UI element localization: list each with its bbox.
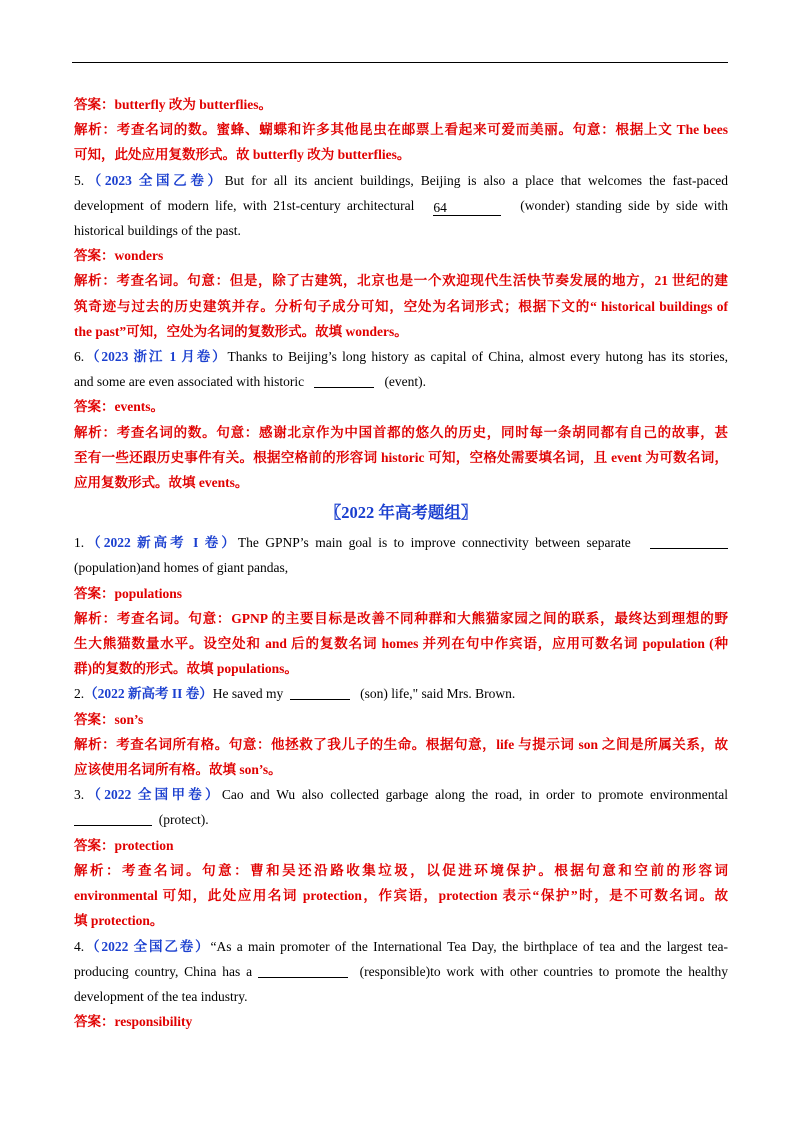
analysis-line: 解析：考查名词。句意：曹和吴还沿路收集垃圾，以促进环境保护。根据句意和空前的形容词 bbox=[74, 862, 728, 878]
analysis-line: 群)的复数的形式。故填 populations。 bbox=[74, 661, 298, 677]
question-text: He saved my bbox=[212, 686, 284, 702]
question-number: 4. bbox=[74, 938, 85, 954]
answer-blank[interactable] bbox=[74, 811, 152, 826]
question-text: and some are even associated with historic bbox=[74, 374, 305, 390]
question-text: (wonder) standing side by side with bbox=[520, 197, 729, 213]
analysis-line: 解析：考查名词。句意：但是，除了古建筑，北京也是一个欢迎现代生活快节奏发展的地方，21 世纪的建 bbox=[74, 273, 728, 289]
question-number: 6. bbox=[74, 349, 85, 365]
question-text: Cao and Wu also collected garbage along the road, in order to promote environmental bbox=[221, 787, 728, 803]
analysis-line: 解析：考查名词所有格。句意：他拯救了我儿子的生命。根据句意，life 与提示词 son 之间是所属关系，故 bbox=[74, 736, 728, 752]
analysis-line: 筑奇迹与过去的历史建筑并存。分析句子成分可知，空处为名词形式；根据下文的“ historical buildings of bbox=[74, 298, 728, 314]
question-number: 5. bbox=[74, 172, 85, 188]
question-number: 3. bbox=[74, 787, 85, 803]
analysis-line: 解析：考查名词的数。句意：感谢北京作为中国首都的悠久的历史，同时每一条胡同都有自己的故事，甚 bbox=[74, 424, 728, 440]
question-line bbox=[74, 959, 728, 984]
analysis-line: 解析：考查名词。句意：GPNP 的主要目标是改善不同种群和大熊猫家园之间的联系，最终达到理想的野 bbox=[74, 610, 728, 626]
question-number: 2. bbox=[74, 686, 85, 702]
question-source: （2022 新高考 I 卷） bbox=[84, 535, 238, 551]
question-2 bbox=[74, 681, 728, 706]
question-text: The GPNP’s main goal is to improve connectivity between separate bbox=[237, 535, 631, 551]
question-1 bbox=[74, 530, 728, 555]
answer-line: 答案：wonders bbox=[74, 248, 164, 264]
question-text: development of modern life, with 21st-century architectural bbox=[74, 197, 415, 213]
question-line: historical buildings of the past. bbox=[74, 223, 241, 239]
question-text: (protect). bbox=[158, 812, 209, 828]
answer-line: 答案：son’s bbox=[74, 711, 144, 727]
answer-blank[interactable] bbox=[314, 373, 374, 388]
question-line: (population)and homes of giant pandas, bbox=[74, 560, 289, 576]
question-line bbox=[74, 807, 728, 832]
analysis-line: 应用复数形式。故填 events。 bbox=[74, 475, 249, 491]
question-line bbox=[74, 193, 728, 218]
analysis-line: 可知，此处应用复数形式。故 butterfly 改为 butterflies。 bbox=[74, 147, 411, 163]
answer-line: 答案：populations bbox=[74, 585, 183, 601]
analysis-line: 应该使用名词所有格。故填 son’s。 bbox=[74, 762, 282, 778]
question-text: But for all its ancient buildings, Beijing is also a place that welcomes the fast-paced bbox=[224, 172, 728, 188]
question-5 bbox=[74, 168, 728, 193]
answer-blank[interactable] bbox=[290, 685, 350, 700]
question-text: (son) life," said Mrs. Brown. bbox=[360, 686, 516, 702]
question-source: （2022 新高考 II 卷） bbox=[84, 686, 213, 702]
document-body bbox=[74, 92, 728, 1034]
question-text: (event). bbox=[384, 374, 427, 390]
analysis-line: 填 protection。 bbox=[74, 913, 164, 929]
answer-blank[interactable] bbox=[258, 963, 348, 978]
section-heading: 〖2022 年高考题组〗 bbox=[324, 503, 478, 523]
answer-line: 答案：responsibility bbox=[74, 1014, 193, 1030]
answer-line: 答案：protection bbox=[74, 837, 174, 853]
question-source: （2023 浙江 1 月卷） bbox=[84, 349, 228, 365]
analysis-line: 生大熊猫数量水平。设空处和 and 后的复数名词 homes 并列在句中作宾语，应用可数名词 population (种 bbox=[74, 636, 728, 652]
question-source: （2023 全国乙卷） bbox=[84, 172, 225, 188]
answer-line: 答案：butterfly 改为 butterflies。 bbox=[74, 97, 272, 112]
question-4 bbox=[74, 934, 728, 959]
analysis-line: 至有一些还跟历史事件有关。根据空格前的形容词 historic 可知，空格处需要填名词，且 event 为可数名词， bbox=[74, 449, 728, 465]
header-rule bbox=[72, 62, 728, 63]
question-source: （2022 全国乙卷） bbox=[84, 938, 211, 954]
answer-blank[interactable] bbox=[650, 534, 728, 549]
question-6 bbox=[74, 344, 728, 369]
question-text: (responsible)to work with other countries to promote the healthy bbox=[359, 963, 729, 979]
question-text: Thanks to Beijing’s long history as capital of China, almost every hutong has its stories, bbox=[227, 349, 728, 365]
question-text: producing country, China has a bbox=[74, 963, 253, 979]
answer-blank[interactable]: 64 bbox=[433, 201, 501, 216]
question-source: （2022 全国甲卷） bbox=[84, 787, 222, 803]
question-text: “As a main promoter of the International Tea Day, the birthplace of tea and the largest tea- bbox=[210, 938, 729, 954]
question-line bbox=[74, 369, 728, 394]
answer-line: 答案：events。 bbox=[74, 399, 164, 415]
question-line: development of the tea industry. bbox=[74, 988, 248, 1004]
question-3 bbox=[74, 782, 728, 807]
question-number: 1. bbox=[74, 535, 85, 551]
analysis-line: the past”可知，空处为名词的复数形式。故填 wonders。 bbox=[74, 323, 408, 339]
analysis-line: environmental 可知，此处应用名词 protection，作宾语，protection 表示“保护”时，是不可数名词。故 bbox=[74, 888, 728, 904]
analysis-line: 解析：考查名词的数。蜜蜂、蝴蝶和许多其他昆虫在邮票上看起来可爱而美丽。句意：根据上文 The bees bbox=[74, 122, 728, 138]
